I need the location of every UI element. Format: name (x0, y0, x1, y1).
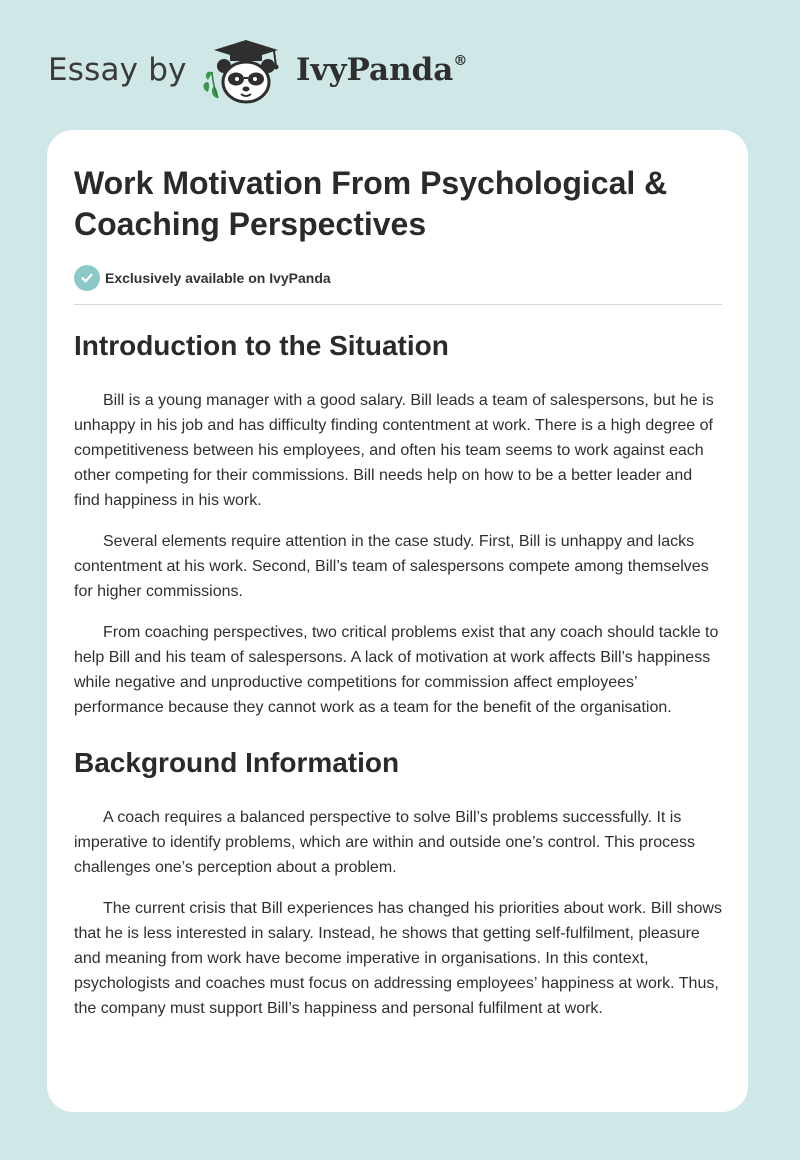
check-icon (74, 265, 100, 291)
essay-title: Work Motivation From Psychological & Coaching Perspectives (74, 165, 668, 242)
section-heading-introduction: Introduction to the Situation (74, 330, 449, 361)
paragraph: Bill is a young manager with a good salary. Bill leads a team of salespersons, but he is unhappy in his job and has difficulty finding contentment at work. There is a high degree of competitiveness between his employees, and often his team seems to work against each other competing for their commissions. Bill needs help on how to be a better leader and find happiness in his work. (74, 392, 714, 509)
registered-mark: ® (453, 52, 468, 69)
paragraph: Several elements require attention in the case study. First, Bill is unhappy and lacks contentment at his work. Second, Bill’s team of salespersons compete among themselves for higher commissions. (74, 533, 709, 600)
exclusive-badge-text: Exclusively available on IvyPanda (105, 269, 331, 286)
paragraph: The current crisis that Bill experiences has changed his priorities about work. Bill shows that he is less interested in salary. Instead, he shows that getting self-fulfilment, pleasure and meaning from work have become imperative in organisations. In this context, psychologists and coaches must focus on addressing employees’ happiness at work. Thus, the company must support Bill’s happiness and personal fulfilment at work. (74, 900, 722, 1017)
panda-graduate-logo-icon[interactable] (200, 36, 292, 108)
essay-card (47, 130, 748, 1112)
essay-by-label: Essay by (48, 52, 187, 88)
title-divider (74, 304, 722, 305)
essay-content (74, 163, 722, 1021)
section-heading-background: Background Information (74, 747, 400, 778)
brand-name[interactable] (296, 52, 467, 88)
exclusive-badge (74, 264, 722, 291)
site-header (0, 0, 800, 130)
paragraph: From coaching perspectives, two critical problems exist that any coach should tackle to help Bill and his team of salespersons. A lack of motivation at work affects Bill’s happiness while negative and unproductive competitions for commission affect employees’ performance because they cannot work as a team for the benefit of the organisation. (74, 624, 719, 716)
brand-text: IvyPanda (296, 52, 454, 88)
paragraph: A coach requires a balanced perspective to solve Bill’s problems successfully. It is imperative to identify problems, which are within and outside one’s control. This process challenges one’s perception about a problem. (74, 809, 696, 876)
